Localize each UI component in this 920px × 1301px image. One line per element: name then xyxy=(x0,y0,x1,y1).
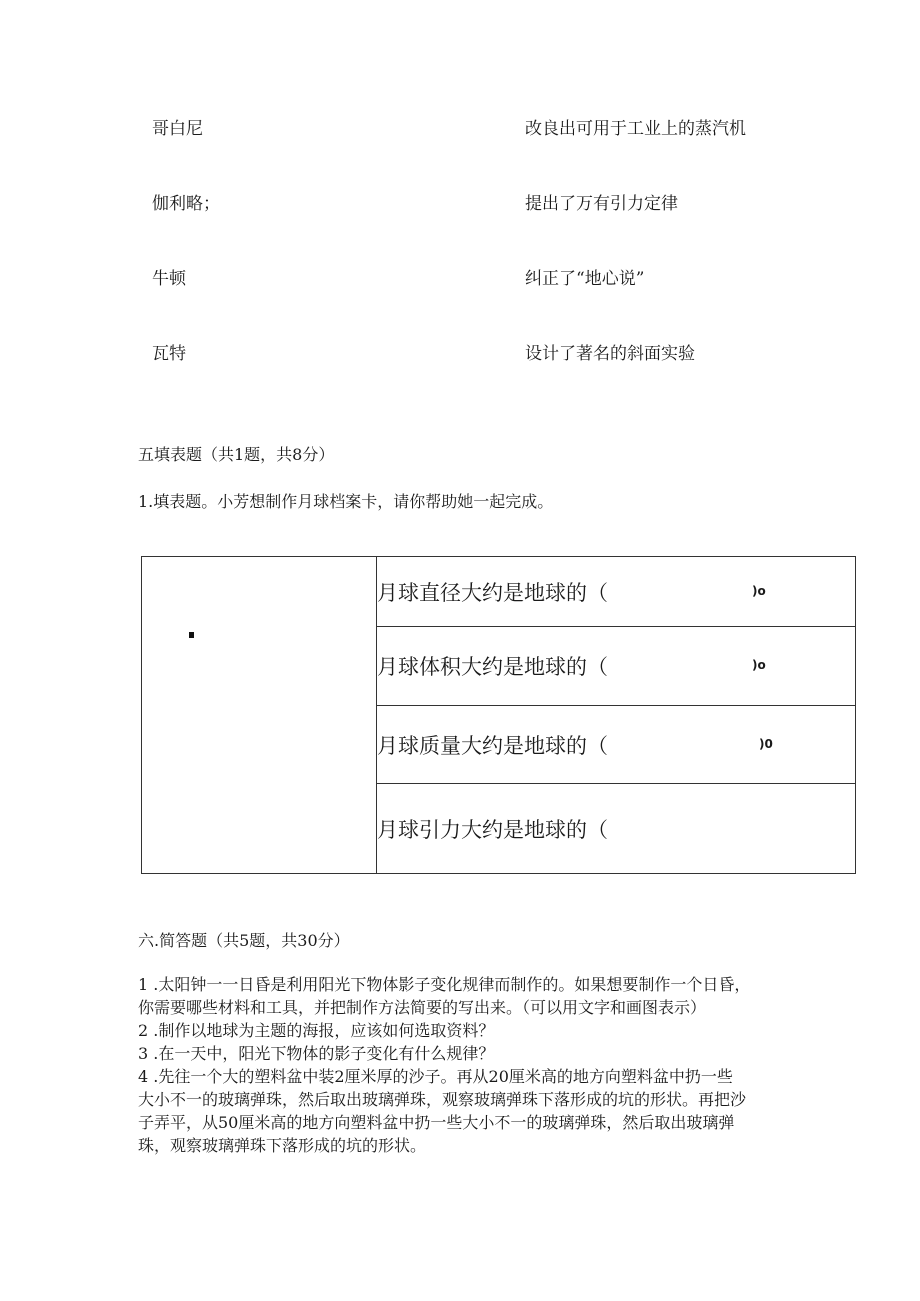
row-tail: )0 xyxy=(759,737,773,751)
achievement-item: 纠正了“地心说” xyxy=(525,269,645,289)
question-1-line: 1 .太阳钟一一日昏是利用阳光下物体影子变化规律而制作的。如果想要制作一个日昏， xyxy=(138,975,751,994)
question-4-line: 子弄平，从50厘米高的地方向塑料盆中扔一些大小不一的玻璃弹珠，然后取出玻璃弹 xyxy=(138,1113,735,1132)
image-placeholder xyxy=(189,632,194,638)
row-text: 月球引力大约是地球的（ xyxy=(377,817,608,842)
row-tail: )o xyxy=(752,658,766,672)
achievement-item: 设计了著名的斜面实验 xyxy=(525,344,695,364)
row-text: 月球体积大约是地球的（ xyxy=(377,655,608,679)
question-4-line: 大小不一的玻璃弹珠，然后取出玻璃弹珠，观察玻璃弹珠下落形成的坑的形状。再把沙 xyxy=(138,1090,747,1109)
row-text: 月球直径大约是地球的（ xyxy=(377,580,608,605)
scientist-item: 哥白尼 xyxy=(152,119,203,139)
section5-question: 1.填表题。小芳想制作月球档案卡，请你帮助她一起完成。 xyxy=(138,492,554,511)
table-row xyxy=(377,557,856,627)
row-tail: )o xyxy=(752,584,766,598)
question-4-line: 珠，观察玻璃弹珠下落形成的坑的形状。 xyxy=(138,1136,427,1155)
question-list xyxy=(138,973,858,1157)
table-row xyxy=(377,706,856,784)
table-row xyxy=(377,784,856,874)
section6-heading: 六.简答题（共5题，共30分） xyxy=(138,931,350,950)
row-text: 月球质量大约是地球的（ xyxy=(377,733,608,758)
section5-heading: 五填表题（共1题，共8分） xyxy=(138,445,335,464)
scientist-item: 牛顿 xyxy=(152,269,186,289)
moon-profile-table xyxy=(141,556,856,874)
question-1-line: 你需要哪些材料和工具，并把制作方法简要的写出来。（可以用文字和画图表示） xyxy=(138,998,707,1017)
achievement-item: 改良出可用于工业上的蒸汽机 xyxy=(525,119,746,139)
scientist-item: 瓦特 xyxy=(152,344,186,364)
moon-image-cell xyxy=(142,557,377,874)
scientist-item: 伽利略； xyxy=(152,194,220,214)
question-2: 2 .制作以地球为主题的海报，应该如何选取资料？ xyxy=(138,1021,495,1040)
achievement-item: 提出了万有引力定律 xyxy=(525,194,678,214)
question-4-line: 4 .先往一个大的塑料盆中装2厘米厚的沙子。再从20厘米高的地方向塑料盆中扔一些 xyxy=(138,1067,733,1086)
table-row xyxy=(377,627,856,706)
question-3: 3 .在一天中，阳光下物体的影子变化有什么规律？ xyxy=(138,1044,495,1063)
